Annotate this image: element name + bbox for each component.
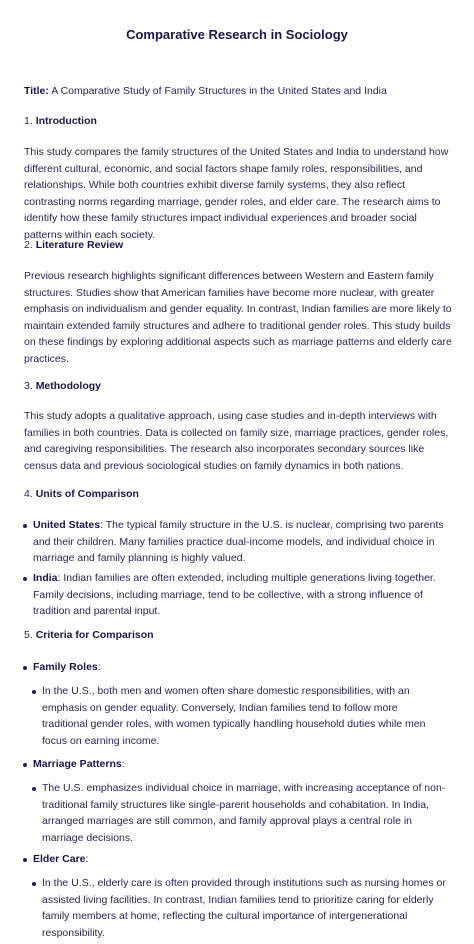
list-item-united-states: United States: The typical family structure in the U.S. is nuclear, comprising two parents and their children. Many families practice dual-income models, and individual choice in marriage and family planning is highly valued. — [33, 519, 444, 564]
criteria-detail-marriage-patterns: The U.S. emphasizes individual choice in marriage, with increasing acceptance of non-traditional family structures like single-parent households and cohabitation. In India, arranged marriages are still common, and family approval plays a central role in marriage decisions. — [42, 782, 446, 844]
sub-bullet — [32, 882, 36, 886]
sub-bullet — [32, 690, 36, 694]
criteria-detail-family-roles: In the U.S., both men and women often share domestic responsibilities, with an emphasis on gender equality. Conversely, Indian families tend to follow more traditional gender roles, with women typically handling household duties while men focus on earning income. — [42, 685, 426, 747]
bullet — [23, 524, 27, 528]
criteria-item-elder-care: Elder Care: — [33, 853, 89, 865]
methodology-body: This study adopts a qualitative approach, using case studies and in-depth interviews with families in both countries. Data is collected on family size, marriage practices, gender roles, and caregiving responsibilities. The research also incorporates secondary sources like census data and previous sociological studies on family dynamics in both nations. — [24, 410, 449, 472]
introduction-body: This study compares the family structures of the United States and India to understand how different cultural, economic, and social factors shape family roles, responsibilities, and relationships. While both countries exhibit diverse family systems, they also reflect contrasting norms regarding marriage, gender roles, and elder care. The research aims to identify how these family structures impact individual experiences and broader social patterns within each society. — [24, 146, 449, 241]
sub-bullet — [32, 787, 36, 791]
literature-review-body: Previous research highlights significant differences between Western and Eastern family structures. Studies show that American families have become more nuclear, with greater emphasis on individualism and gender equality. In contrast, Indian families are more likely to maintain extended family structures and adhere to traditional gender roles. This study builds on these findings by exploring additional aspects such as marriage patterns and elderly care practices. — [24, 270, 452, 365]
section-heading-criteria-for-comparison: 5. Criteria for Comparison — [24, 629, 154, 641]
section-heading-literature-review: 2. Literature Review — [24, 239, 124, 251]
document-title: Comparative Research in Sociology — [126, 27, 348, 42]
study-title-text: A Comparative Study of Family Structures in the United States and India — [51, 85, 387, 97]
criteria-item-marriage-patterns: Marriage Patterns: — [33, 758, 125, 770]
section-heading-units-of-comparison: 4. Units of Comparison — [24, 488, 139, 500]
bullet — [23, 577, 27, 581]
criteria-item-family-roles: Family Roles: — [33, 661, 101, 673]
bullet — [23, 858, 27, 862]
criteria-detail-elder-care: In the U.S., elderly care is often provided through institutions such as nursing homes or assisted living facilities. In contrast, Indian families tend to prioritize caring for elderly family members at home, reflecting the cultural importance of intergenerational responsibility. — [42, 877, 446, 939]
bullet — [23, 666, 27, 670]
study-title-line — [24, 83, 452, 100]
list-item-india: India: Indian families are often extended, including multiple generations living together. Family decisions, including marriage, tend to be collective, with a strong influence of tradition and parental input. — [33, 572, 436, 617]
study-title-label: Title: — [24, 85, 49, 97]
bullet — [23, 763, 27, 767]
section-heading-introduction: 1. Introduction — [24, 115, 97, 127]
section-heading-methodology: 3. Methodology — [24, 380, 102, 392]
